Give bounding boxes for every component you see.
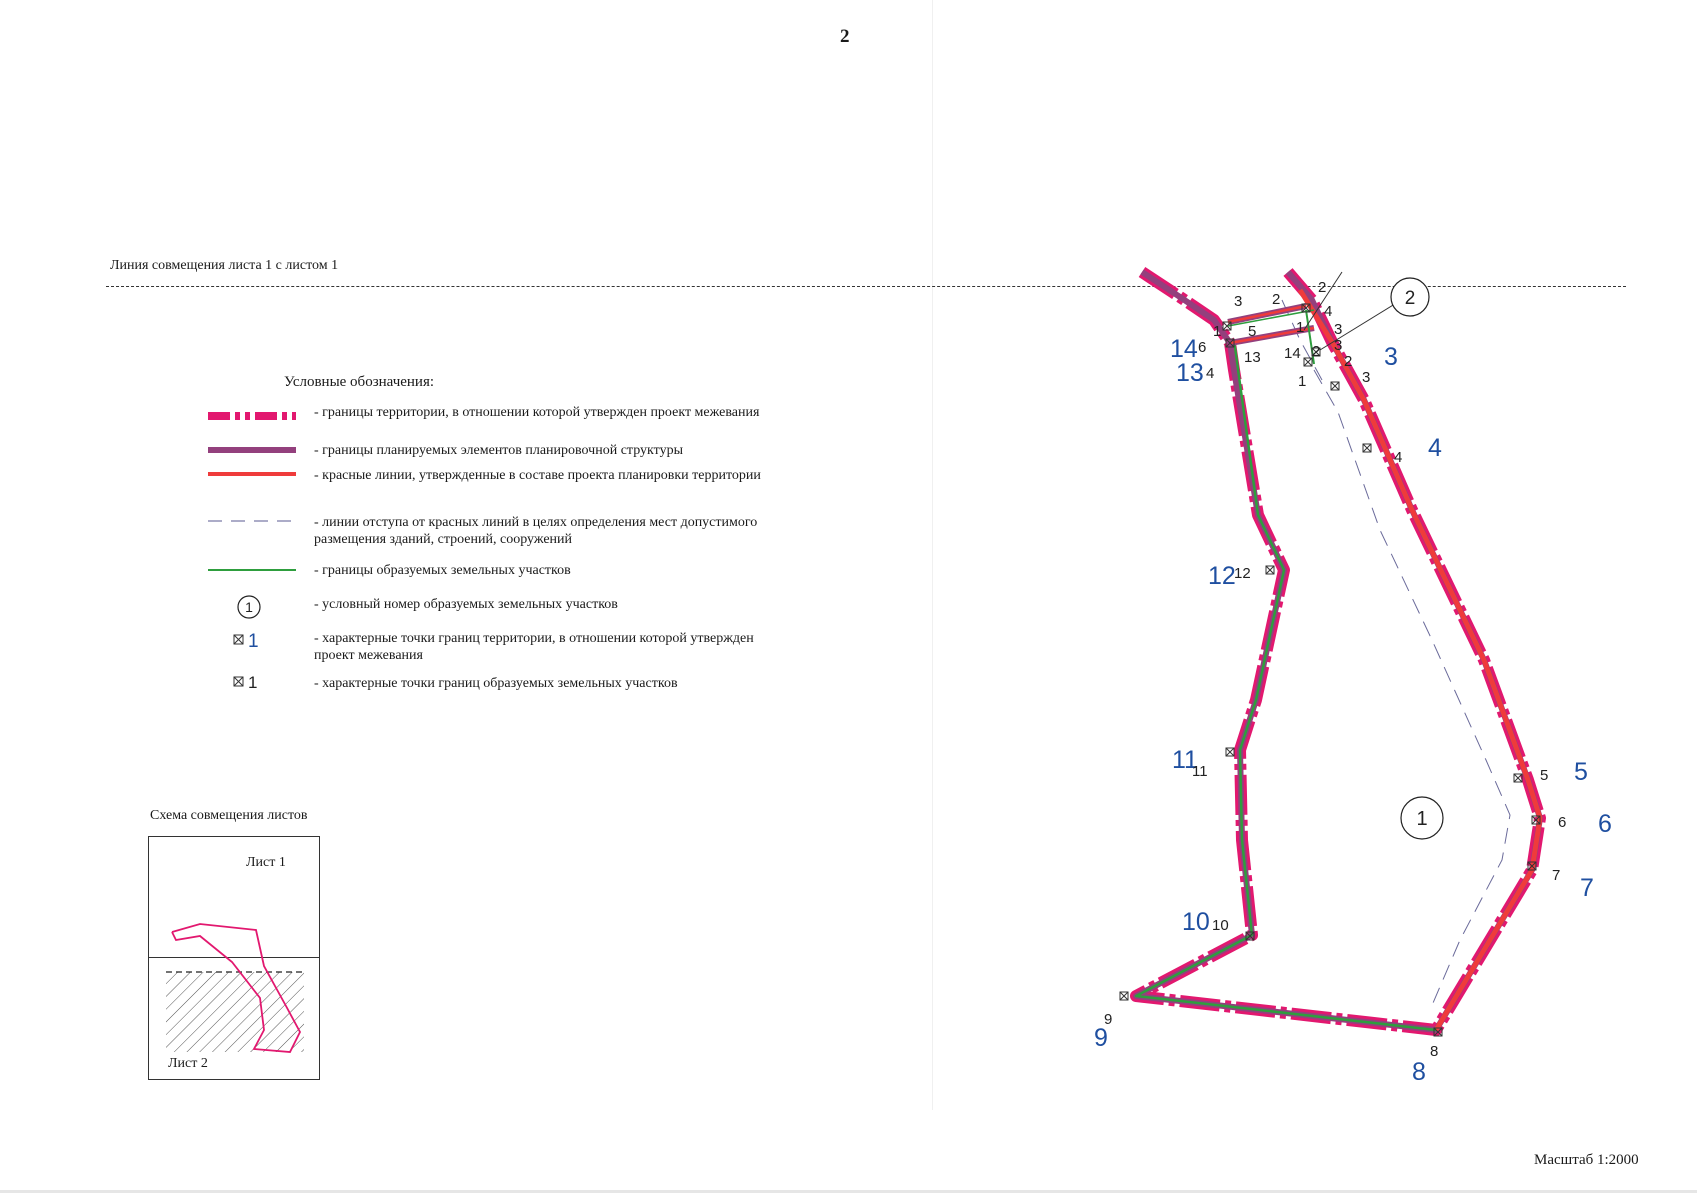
plot-point-2d: 2 [1344,353,1353,370]
plot-point-1c: 1 [1298,373,1307,390]
plot-point-1a: 1 [1213,323,1222,340]
territory-point-10: 10 [1182,908,1210,936]
plot1-number: 1 [1416,808,1428,830]
territory-point-3: 3 [1384,343,1398,371]
plot-point-14: 14 [1284,345,1301,362]
legend-text-setback: - линии отступа от красных линий в целях определения мест допустимого размещения зданий, строений, сооружений [314,515,758,547]
territory-point-5: 5 [1574,758,1588,786]
plot-point-2c: 2 [1312,343,1321,360]
plot-point-5a: 5 [1248,323,1257,340]
plot-point-4a: 4 [1324,303,1333,320]
plot-point-2a: 2 [1272,291,1281,308]
plot-point-1b: 1 [1296,319,1305,336]
plot-point-3c: 3 [1334,337,1343,354]
territory-point-11: 11 [1172,746,1198,774]
territory-point-9: 9 [1094,1024,1108,1052]
plot-point-5b: 5 [1540,767,1549,784]
scale-label: Масштаб 1:2000 [1534,1152,1639,1168]
plot-point-6b: 6 [1558,814,1567,831]
plot-point-3b: 3 [1334,321,1343,338]
plot-point-12: 12 [1234,565,1251,582]
plot-point-7: 7 [1552,867,1561,884]
legend-title: Условные обозначения: [284,374,435,390]
legend-territory-point-glyph: 1 [248,631,259,652]
plot-point-13: 13 [1244,349,1261,366]
plot-point-9: 9 [1104,1011,1113,1028]
sheet2-label: Лист 2 [168,1056,208,1071]
legend-text-plot-points: - характерные точки границ образуемых земельных участков [314,676,678,691]
setback-line-east [1314,370,1510,1010]
plot-border [1136,340,1436,1030]
plot-point-labels [1104,279,1566,1060]
territory-point-4: 4 [1428,434,1442,462]
joint-line-label: Линия совмещения листа 1 с листом 1 [110,258,339,273]
plot-point-2b: 2 [1318,279,1327,296]
legend-text-territory: - границы территории, в отношении которой утвержден проект межевания [314,405,760,420]
plot-point-4c: 4 [1394,449,1403,466]
territory-point-6: 6 [1598,810,1612,838]
legend-text-plot-number: - условный номер образуемых земельных участков [314,597,618,612]
legend-plot-number-glyph: 1 [245,599,253,615]
territory-point-7: 7 [1580,874,1594,902]
plot-point-6: 6 [1198,339,1207,356]
sheet1-label: Лист 1 [246,855,286,870]
sheets-scheme-title: Схема совмещения листов [150,808,308,823]
red-line-east [1300,290,1540,1030]
legend-text-planning: - границы планируемых элементов планировочной структуры [314,443,683,458]
territory-point-12: 12 [1208,562,1236,590]
page-number: 2 [840,26,850,47]
legend-text-plots: - границы образуемых земельных участков [314,563,571,578]
territory-point-14: 14 [1170,335,1198,363]
plot-point-11: 11 [1192,763,1208,780]
plot-point-4b: 4 [1206,365,1215,382]
legend-text-red-lines: - красные линии, утвержденные в составе проекта планировки территории [314,468,761,483]
plot2-number: 2 [1404,288,1416,309]
legend-text-territory-points: - характерные точки границ территории, в отношении которой утвержден проект межевания [314,631,754,663]
territory-point-8: 8 [1412,1058,1426,1086]
plot-point-10: 10 [1212,917,1229,934]
legend-plot-point-glyph: 1 [248,673,258,692]
plot-point-8: 8 [1430,1043,1439,1060]
territory-point-13: 13 [1176,359,1204,387]
plot-point-3d: 3 [1362,369,1371,386]
plot-point-3a: 3 [1234,293,1243,310]
